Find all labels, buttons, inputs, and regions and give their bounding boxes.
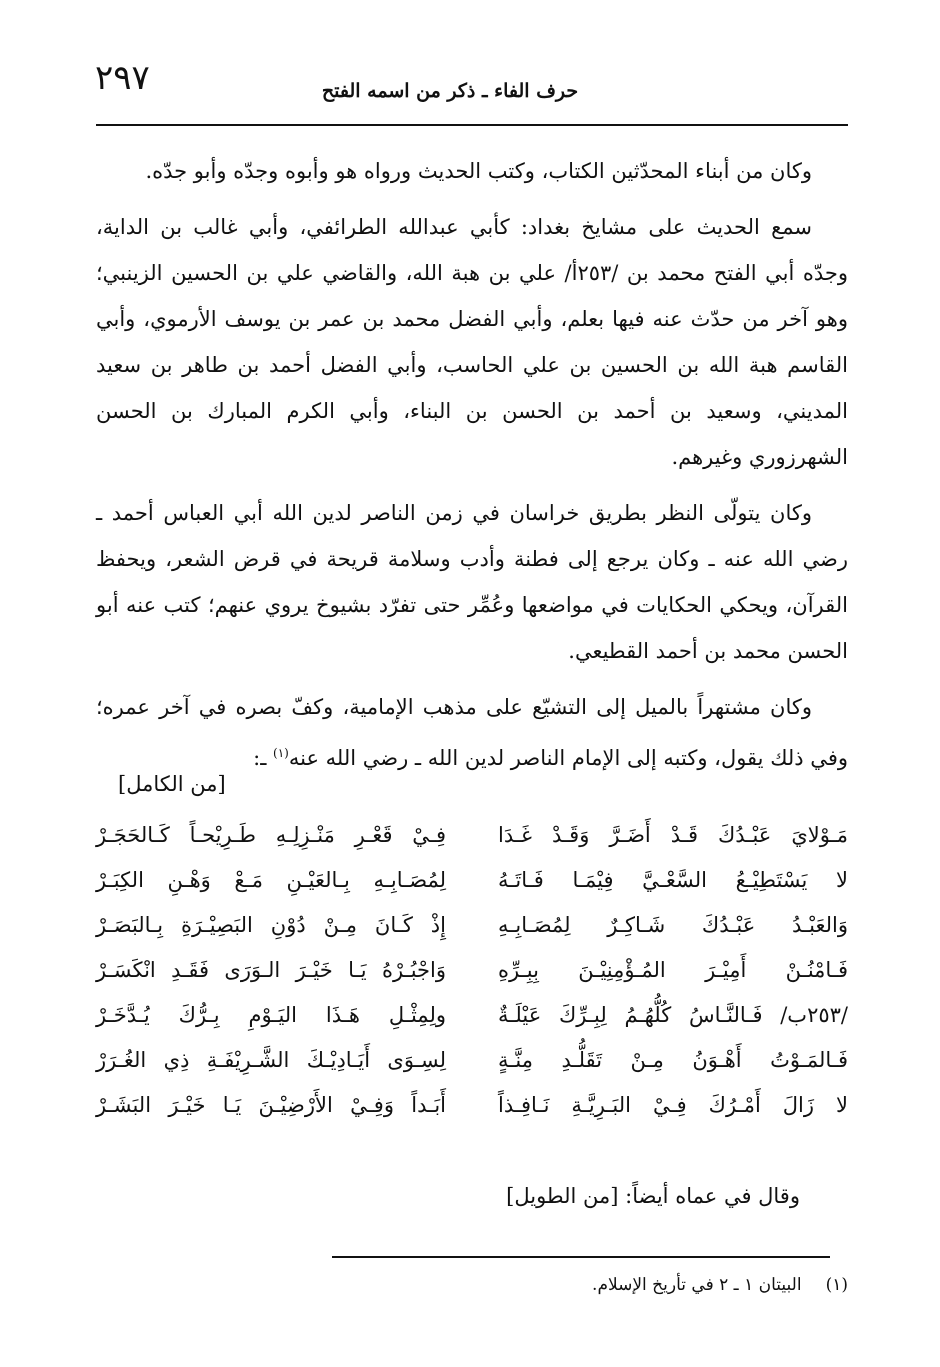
- closing-line: وقال في عماه أيضاً: [من الطويل]: [506, 1184, 800, 1208]
- footnote-text: البيتان ١ ـ ٢ في تأريخ الإسلام.: [592, 1275, 802, 1295]
- verse-second-hemistich: ولِمِثْـلِ هَـذَا اليَـوْمِ بِـرُّكَ يُـدَّخَـرْ: [96, 1002, 446, 1027]
- verse: [96, 992, 848, 1037]
- verse: [96, 1082, 848, 1127]
- footnote-divider: [332, 1256, 830, 1258]
- footnote-reference: (١): [273, 746, 289, 760]
- verse: [96, 857, 848, 902]
- page-number: ٢٩٧: [95, 58, 150, 98]
- verse-first-hemistich: لا يَسْتَطِيْـعُ السَّعْـيَّ فِيْمَـا فَـاتَـهُ: [498, 867, 848, 892]
- verse-first-hemistich: /٢٥٣ب/ فَـالنَّـاسُ كُلُّهُـمُ لِبِـرِّكَ عَيْلَـةٌ: [498, 1002, 848, 1027]
- verse-second-hemistich: فِـيْ قَعْـرِ مَنْـزِلِـهِ طَـرِيْحـاً كَـالحَجَـرْ: [96, 822, 446, 847]
- verse-second-hemistich: لِمُصَـابِـهِ بِـالعَيْـنِ مَـعْ وَهْـنِ الكِبَـرْ: [96, 867, 446, 892]
- paragraph-2: [96, 204, 848, 480]
- verse: [96, 947, 848, 992]
- verse-first-hemistich: فَـامْنُـنْ أَمِيْـرَ المُـؤْمِنِيْـنَ بِبِـرِّهِ: [498, 957, 848, 982]
- verse-first-hemistich: لا زَالَ أَمْـرُكَ فِـيْ البَـرِيَّـةِ نَـافِـذاً: [498, 1092, 848, 1117]
- paragraph-4: [96, 684, 848, 781]
- header-divider: [96, 124, 848, 126]
- paragraph-4-tail: ـ:: [253, 746, 274, 770]
- verse-first-hemistich: مَـوْلايَ عَبْـدُكَ قَـدْ أَضَـرَّ وَقَـدْ غَـدَا: [498, 822, 848, 847]
- paragraph-4-text: وكان مشتهراً بالميل إلى التشيّع على مذهب الإمامية، وكفّ بصره في آخر عمره؛ وفي ذلك يقول، وكتبه إلى الإمام الناصر لدين الله ـ رضي الله عنه: [96, 695, 848, 770]
- verse-first-hemistich: وَالعَبْـدُ عَبْـدُكَ شَـاكِـرٌ لِمُصَـابِـهِ: [498, 912, 848, 937]
- paragraph-3-text: وكان يتولّى النظر بطريق خراسان في زمن الناصر لدين الله أبي العباس أحمد ـ رضي الله عنه ـ وكان يرجع إلى فطنة وأدب وسلامة قريحة في قرض الشعر، ويحفظ القرآن، ويحكي الحكايات في مواضعها وعُمِّر حتى تفرّد بشيوخ يروي عنهم؛ كتب عنه أبو الحسن محمد بن أحمد القطيعي.: [96, 501, 848, 663]
- paragraph-1: [96, 148, 848, 194]
- poem: [96, 812, 848, 1127]
- footnote-number: (١): [825, 1275, 848, 1295]
- verse: [96, 1037, 848, 1082]
- verse-second-hemistich: لِسِـوَى أَيَـادِيْـكَ الشَّـرِيْفَـةِ ذِي الغُـرَرْ: [96, 1047, 446, 1072]
- verse-second-hemistich: وَاجْبُـرْهُ يَـا خَيْـرَ الـوَرَى فَقَـدِ انْكَسَـرْ: [96, 957, 446, 982]
- footnote: [420, 1275, 848, 1295]
- verse-second-hemistich: إِذْ كَـانَ مِـنْ دُوْنِ البَصِيْـرَةِ بِـالبَصَـرْ: [96, 912, 446, 937]
- verse: [96, 902, 848, 947]
- running-header: حرف الفاء ـ ذكر من اسمه الفتح: [321, 80, 579, 102]
- verse-first-hemistich: فَـالمَـوْتُ أَهْـوَنُ مِـنْ تَقَلُّـدِ مِنَّـةٍ: [498, 1047, 848, 1072]
- poem-meter-label: [من الكامل]: [118, 772, 226, 796]
- verse: [96, 812, 848, 857]
- verse-second-hemistich: أَبَـداً وَفِـيْ الأَرْضِيْـنَ يَـا خَيْـرَ البَشَـرْ: [96, 1092, 446, 1117]
- main-text: [96, 148, 848, 791]
- paragraph-3: [96, 490, 848, 674]
- paragraph-1-text: وكان من أبناء المحدّثين الكتاب، وكتب الحديث ورواه هو وأبوه وجدّه وأبو جدّه.: [145, 159, 812, 183]
- paragraph-2-text: سمع الحديث على مشايخ بغداد: كأبي عبدالله الطرائفي، وأبي غالب بن الداية، وجدّه أبي الفتح محمد بن /٢٥٣أ/ علي بن هبة الله، والقاضي علي بن الحسين الزينبي؛ وهو آخر من حدّث عنه فيها بعلم، وأبي الفضل محمد بن عمر بن يوسف الأرموي، وأبي القاسم هبة الله بن الحسين بن علي الحاسب، وأبي الفضل أحمد بن طاهر بن سعيد المديني، وسعيد بن أحمد بن الحسن بن البناء، وأبي الكرم المبارك بن الحسن الشهرزوري وغيرهم.: [96, 215, 848, 469]
